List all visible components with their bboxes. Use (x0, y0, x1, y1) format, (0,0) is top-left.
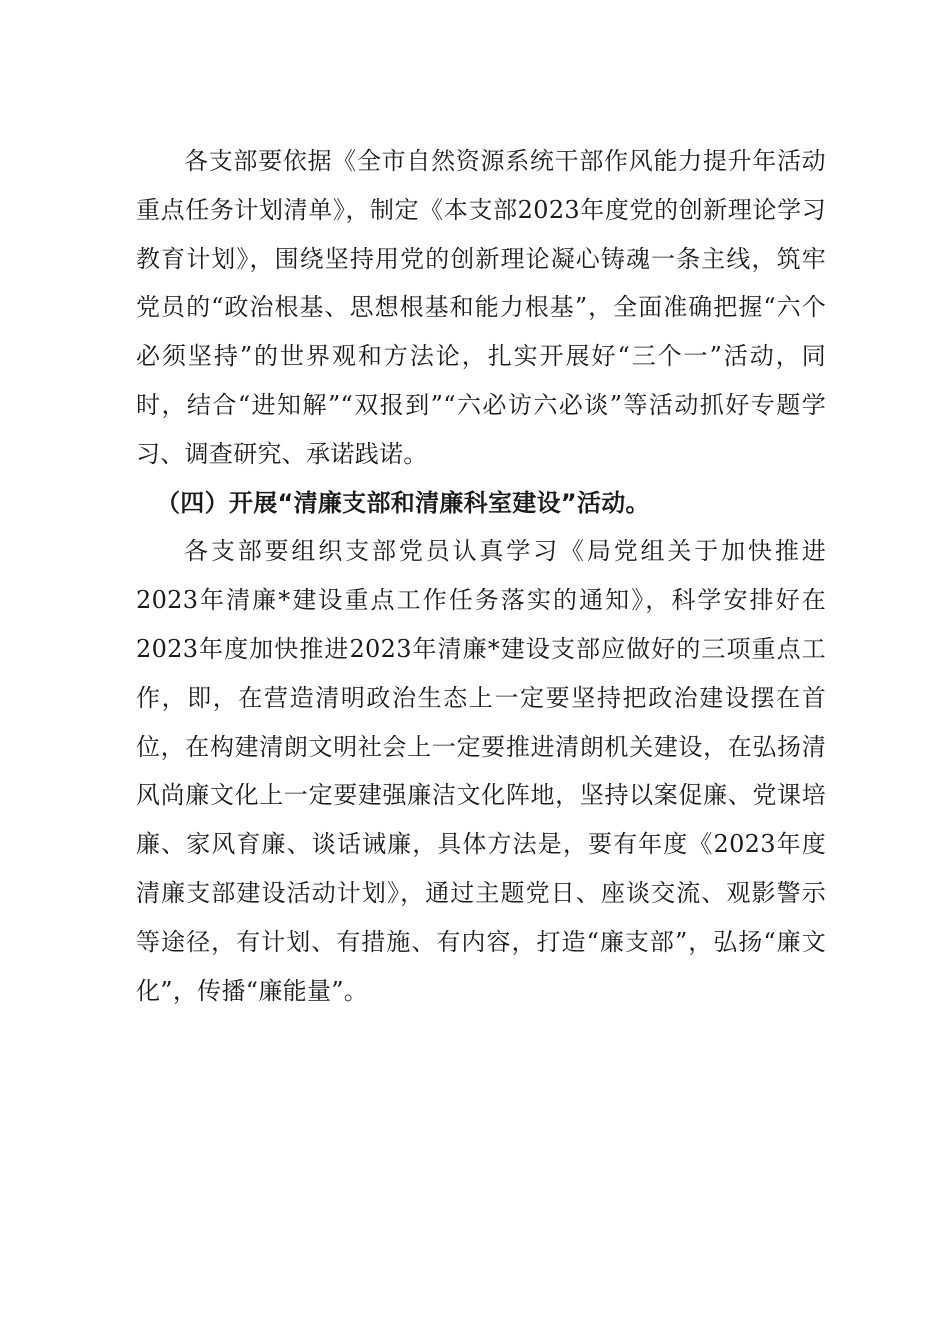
paragraph-clean-branch-activity: 各支部要组织支部党员认真学习《局党组关于加快推进2023年清廉*建设重点工作任务落实的通知》，科学安排好在2023年度加快推进2023年清廉*建设支部应做好的三项重点工作，即，在营造清明政治生态上一定要坚持把政治建设摆在首位，在构建清朗文明社会上一定要推进清朗机关建设，在弘扬清风尚廉文化上一定要建强廉洁文化阵地，坚持以案促廉、党课培廉、家风育廉、谈话诫廉，具体方法是，要有年度《2023年度清廉支部建设活动计划》，通过主题党日、座谈交流、观影警示等途径，有计划、有措施、有内容，打造“廉支部”，弘扬“廉文化”，传播“廉能量”。 (136, 537, 826, 1005)
section-heading-clean-branch: （四）开展“清廉支部和清廉科室建设”活动。 (156, 488, 650, 517)
paragraph-study-plan: 各支部要依据《全市自然资源系统干部作风能力提升年活动重点任务计划清单》，制定《本支部2023年度党的创新理论学习教育计划》，围绕坚持用党的创新理论凝心铸魂一条主线，筑牢党员的“政治根基、思想根基和能力根基”，全面准确把握“六个必须坚持”的世界观和方法论，扎实开展好“三个一”活动，同时，结合“进知解”“双报到”“六必访六必谈”等活动抓好专题学习、调查研究、承诺践诺。 (136, 147, 826, 468)
document-body (136, 137, 826, 1015)
